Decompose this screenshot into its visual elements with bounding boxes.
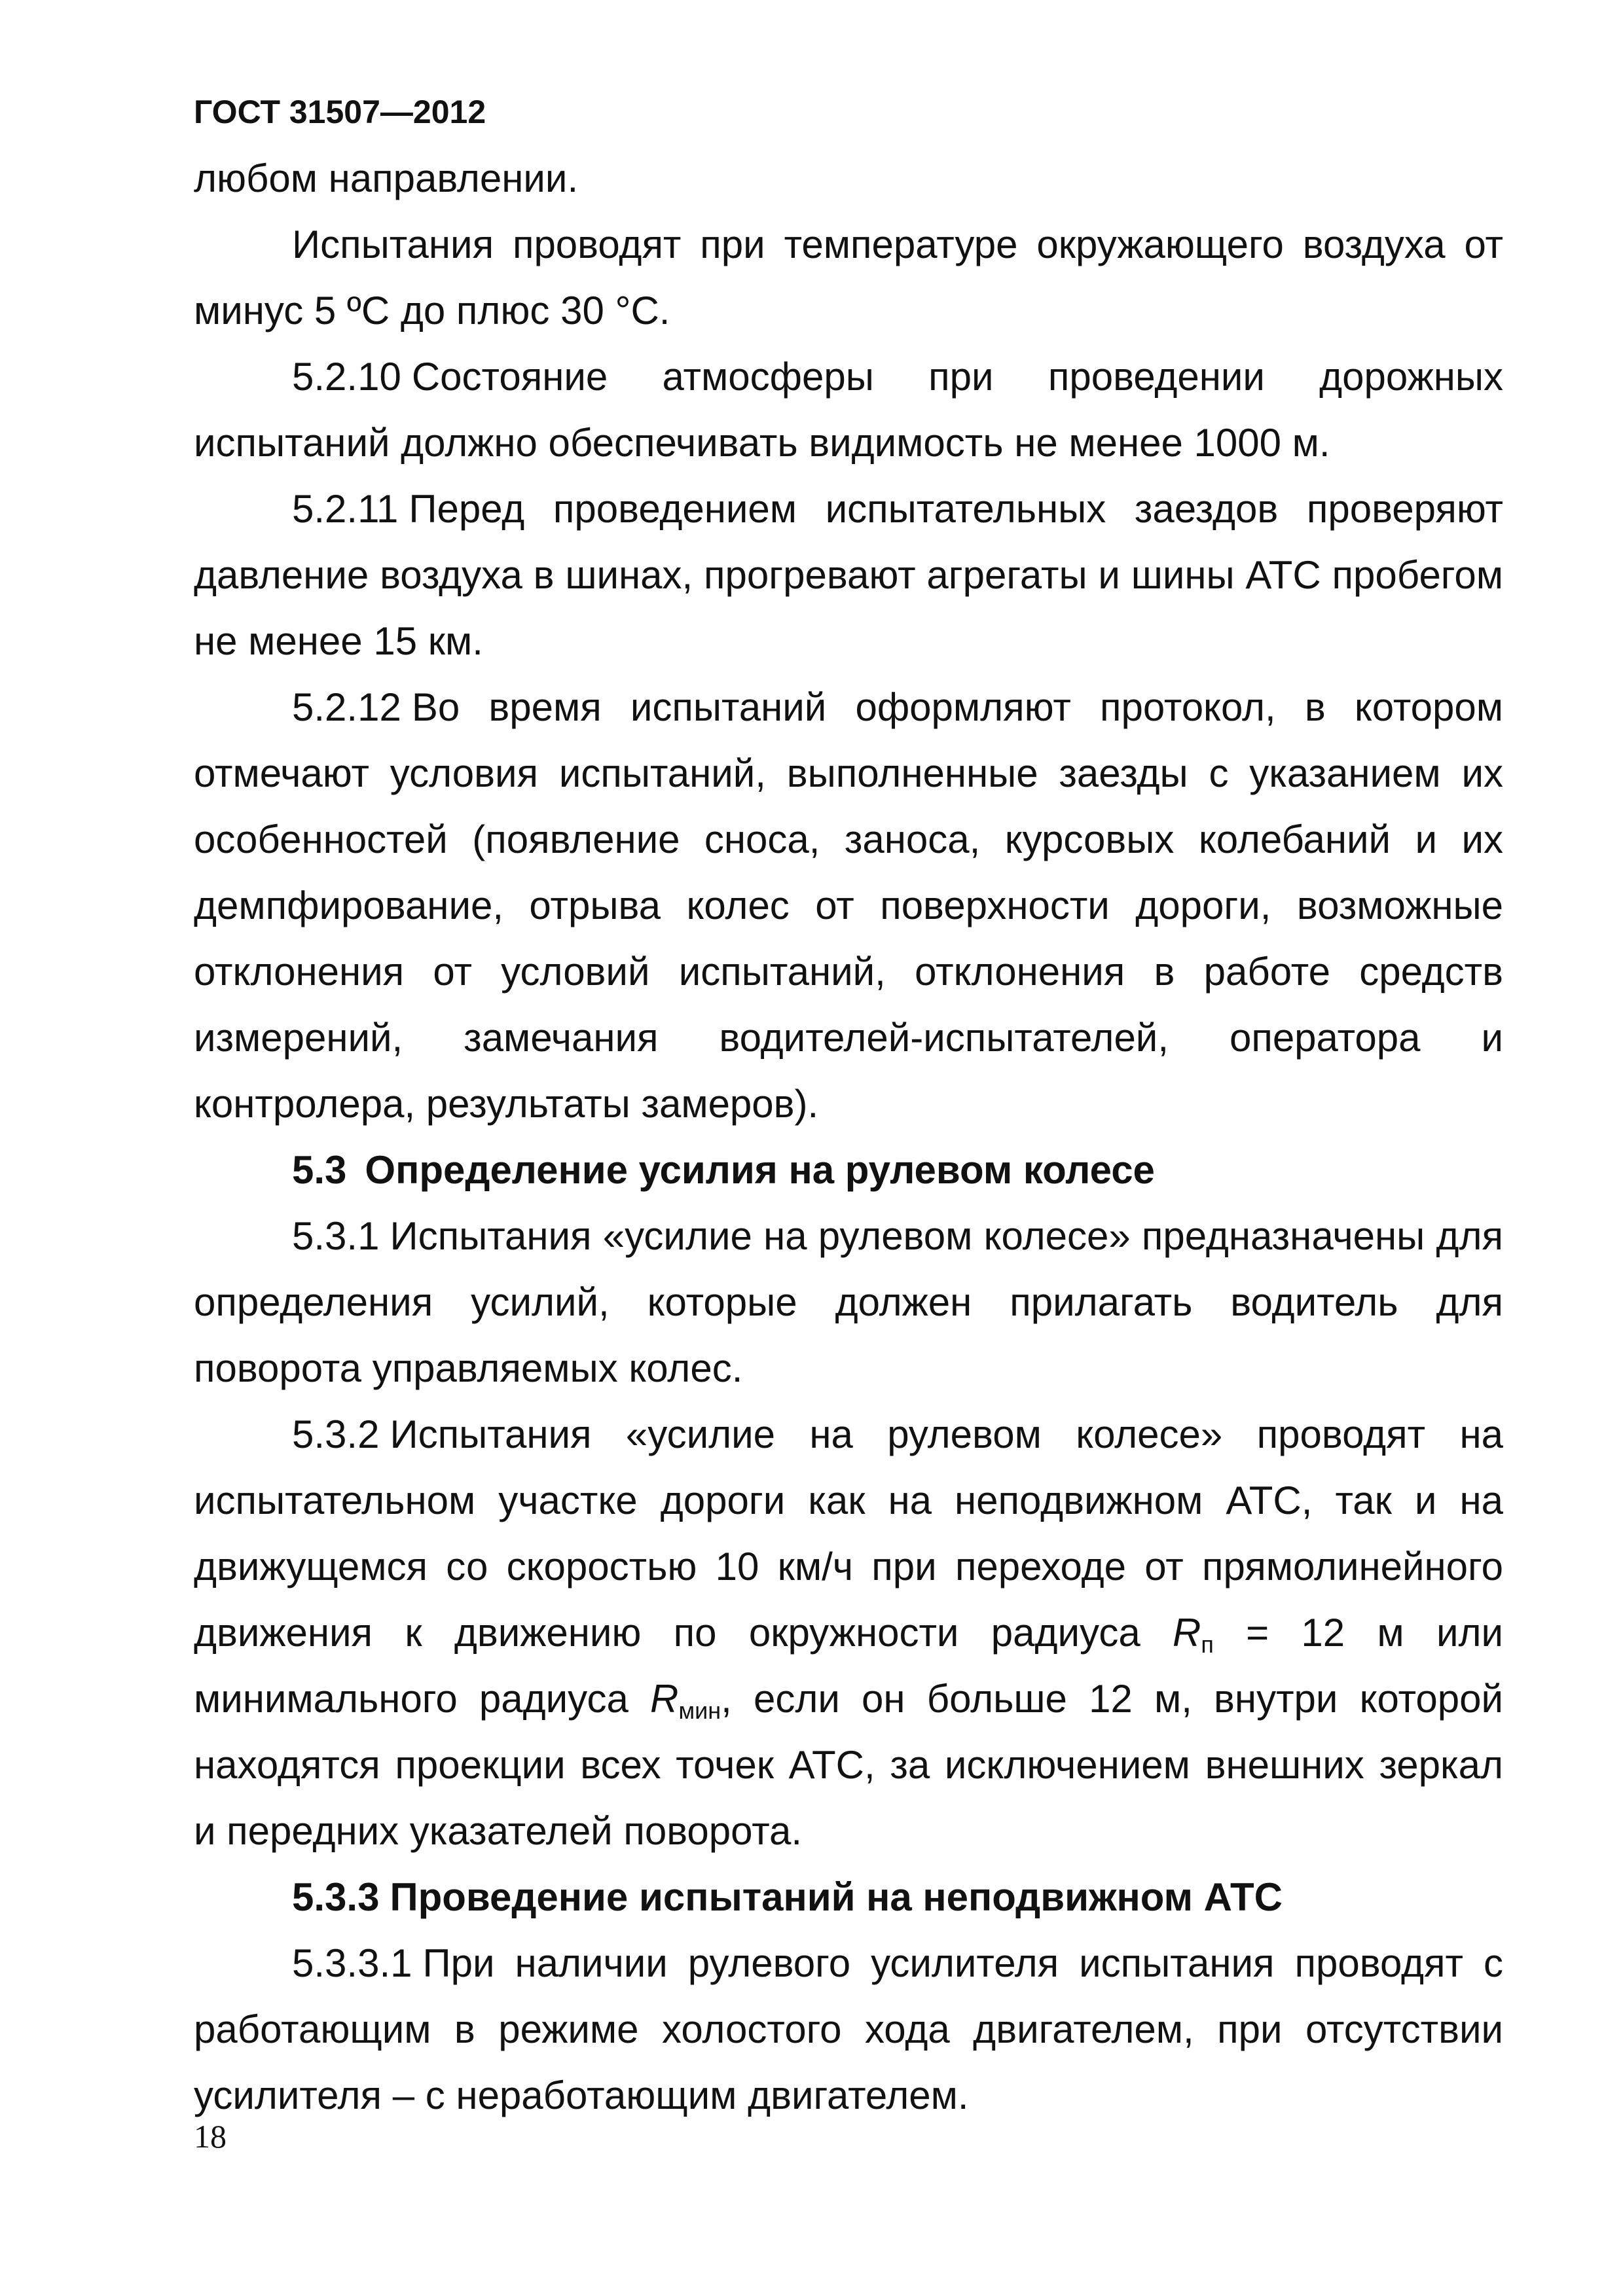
section-heading-5-3 (194, 1137, 1503, 1203)
radius-subscript: п (1201, 1631, 1214, 1658)
standard-designation: ГОСТ 31507—2012 (194, 94, 486, 130)
paragraph-text: Состояние атмосферы при проведении дорожных испытаний должно обеспечивать видимость не менее 1000 м. (194, 355, 1503, 465)
paragraph-test-temperature (194, 211, 1503, 344)
paragraph-text: Испытания проводят при температуре окружающего воздуха от минус 5 ºС до плюс 30 °С. (194, 223, 1503, 332)
paragraph-text: любом направлении. (194, 156, 579, 200)
radius-symbol: R (1172, 1611, 1201, 1655)
section-number: 5.3 (292, 1148, 347, 1192)
paragraph-text: При наличии рулевого усилителя испытания проводят с работающим в режиме холостого хода двигателем, при отсутствии усилителя – с неработающим двигателем. (194, 1941, 1503, 2117)
paragraph-5-3-1 (194, 1203, 1503, 1401)
paragraph-5-2-11 (194, 476, 1503, 674)
clause-number: 5.2.11 (292, 487, 399, 531)
paragraph-text: Испытания «усилие на рулевом колесе» предназначены для определения усилий, которые должен прилагать водитель для поворота управляемых колес. (194, 1214, 1503, 1390)
section-number: 5.3.3 (292, 1875, 380, 1919)
paragraph-5-2-10 (194, 344, 1503, 476)
paragraph-text: Испытания «усилие на рулевом колесе» проводят на испытательном участке дороги как на неподвижном АТС, так и на движущемся со скоростью 10 км/ч при переходе от прямолинейного движения к движению по окружности радиуса (194, 1412, 1503, 1655)
document-body (194, 145, 1503, 2128)
section-heading-5-3-3 (194, 1864, 1503, 1930)
paragraph-5-3-3-1 (194, 1930, 1503, 2128)
paragraph-text: = 12 м или минимального радиуса (194, 1611, 1503, 1721)
clause-number: 5.3.3.1 (292, 1941, 412, 1985)
clause-number: 5.2.10 (292, 355, 401, 399)
paragraph-5-2-12 (194, 674, 1503, 1137)
clause-number: 5.3.1 (292, 1214, 380, 1258)
section-title: Проведение испытаний на неподвижном АТС (390, 1875, 1283, 1919)
paragraph-text: , если он больше 12 м, внутри которой находятся проекции всех точек АТС, за исключением внешних зеркал и передних указателей поворота. (194, 1677, 1504, 1853)
min-radius-symbol: R (650, 1677, 679, 1721)
paragraph-continuation (194, 145, 1503, 211)
clause-number: 5.3.2 (292, 1412, 380, 1456)
paragraph-text: Перед проведением испытательных заездов проверяют давление воздуха в шинах, прогревают агрегаты и шины АТС пробегом не менее 15 км. (194, 487, 1503, 663)
paragraph-text: Во время испытаний оформляют протокол, в котором отмечают условия испытаний, выполненные заезды с указанием их особенностей (появление сноса, заноса, курсовых колебаний и их демпфирование, отрыва колес от поверхности дороги, возможные отклонения от условий испытаний, отклонения в работе средств измерений, замечания водителей-испытателей, оператора и контролера, результаты замеров). (194, 685, 1503, 1126)
paragraph-5-3-2 (194, 1401, 1503, 1864)
clause-number: 5.2.12 (292, 685, 401, 729)
min-radius-subscript: мин (678, 1697, 721, 1724)
page-number: 18 (194, 2118, 227, 2155)
section-title: Определение усилия на рулевом колесе (365, 1148, 1155, 1192)
